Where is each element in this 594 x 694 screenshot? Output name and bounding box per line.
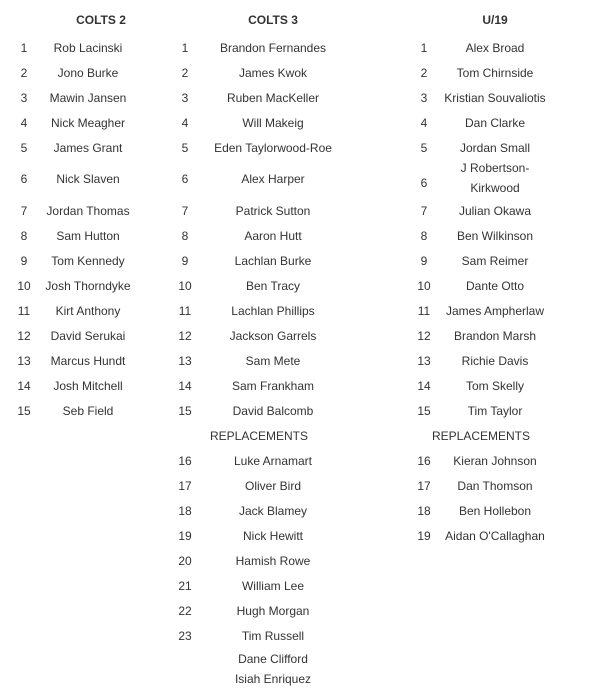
player-number: 18 — [417, 504, 431, 518]
player-name: Tim Taylor — [467, 404, 523, 418]
player-number: 4 — [420, 116, 428, 130]
player-number: 1 — [420, 41, 428, 55]
player-name: Sam Frankham — [231, 379, 315, 393]
player-number: 10 — [178, 279, 192, 293]
player-name: Dan Clarke — [464, 116, 526, 130]
player-number: 17 — [178, 479, 192, 493]
player-number: 13 — [17, 354, 31, 368]
player-number: 12 — [17, 329, 31, 343]
player-number: 17 — [417, 479, 431, 493]
player-name: Kirt Anthony — [55, 304, 121, 318]
player-name: Aidan O'Callaghan — [445, 529, 545, 543]
player-number: 6 — [20, 172, 28, 186]
player-number: 5 — [20, 141, 28, 155]
player-name: William Lee — [241, 579, 304, 593]
player-name: Ben Tracy — [245, 279, 301, 293]
player-name: J Robertson- Kirkwood — [460, 161, 530, 195]
player-name: Tom Chirnside — [456, 66, 534, 80]
player-name: Hamish Rowe — [235, 554, 311, 568]
player-name: Brandon Marsh — [453, 329, 537, 343]
player-number: 16 — [417, 454, 431, 468]
player-number: 11 — [417, 304, 431, 318]
player-name: Kieran Johnson — [453, 454, 537, 468]
player-name: Lachlan Phillips — [231, 304, 315, 318]
replacements-label: REPLACEMENTS — [209, 429, 309, 443]
player-name: Lachlan Burke — [234, 254, 312, 268]
player-number: 12 — [417, 329, 431, 343]
player-name: Alex Harper — [241, 172, 305, 186]
player-name: Dante Otto — [465, 279, 525, 293]
team-header: COLTS 3 — [248, 13, 298, 27]
player-number: 6 — [420, 176, 428, 190]
player-number: 6 — [181, 172, 189, 186]
player-name: James Ampherlaw — [445, 304, 545, 318]
player-name: David Serukai — [50, 329, 126, 343]
player-name: Eden Taylorwood-Roe — [214, 141, 332, 155]
player-number: 9 — [181, 254, 189, 268]
player-number: 9 — [20, 254, 28, 268]
player-number: 22 — [178, 604, 192, 618]
player-number: 5 — [420, 141, 428, 155]
player-name: Hugh Morgan — [236, 604, 310, 618]
player-number: 16 — [178, 454, 192, 468]
player-name: Dan Thomson — [457, 479, 533, 493]
player-number: 10 — [417, 279, 431, 293]
extra-player-name: Isiah Enriquez — [234, 672, 312, 686]
player-number: 13 — [417, 354, 431, 368]
player-name: Marcus Hundt — [50, 354, 126, 368]
player-name: Ben Wilkinson — [456, 229, 534, 243]
player-number: 14 — [178, 379, 192, 393]
player-number: 15 — [417, 404, 431, 418]
player-number: 21 — [178, 579, 192, 593]
player-name: Jono Burke — [57, 66, 119, 80]
player-number: 3 — [420, 91, 428, 105]
player-number: 7 — [420, 204, 428, 218]
player-name: Seb Field — [62, 404, 114, 418]
player-number: 9 — [420, 254, 428, 268]
player-name: Nick Slaven — [56, 172, 120, 186]
player-number: 1 — [181, 41, 189, 55]
team-header: COLTS 2 — [76, 13, 126, 27]
player-number: 11 — [17, 304, 31, 318]
player-number: 19 — [417, 529, 431, 543]
player-number: 5 — [181, 141, 189, 155]
player-number: 23 — [178, 629, 192, 643]
player-number: 4 — [181, 116, 189, 130]
player-name: Oliver Bird — [244, 479, 301, 493]
team-header: U/19 — [482, 13, 508, 27]
player-name: Ruben MacKeller — [226, 91, 320, 105]
player-name: Sam Reimer — [461, 254, 529, 268]
extra-player-name: Dane Clifford — [238, 652, 308, 666]
player-name: Nick Hewitt — [242, 529, 303, 543]
player-name: David Balcomb — [232, 404, 314, 418]
player-name: Nick Meagher — [50, 116, 126, 130]
player-number: 8 — [181, 229, 189, 243]
player-name: Josh Mitchell — [53, 379, 123, 393]
player-name: Josh Thorndyke — [45, 279, 131, 293]
player-name: Alex Broad — [465, 41, 525, 55]
player-name: Tim Russell — [241, 629, 305, 643]
player-number: 4 — [20, 116, 28, 130]
player-name: Kristian Souvaliotis — [444, 91, 546, 105]
player-number: 10 — [17, 279, 31, 293]
player-number: 2 — [20, 66, 28, 80]
player-number: 14 — [417, 379, 431, 393]
player-name: Jordan Small — [459, 141, 531, 155]
replacements-label: REPLACEMENTS — [431, 429, 531, 443]
player-name: Sam Mete — [245, 354, 301, 368]
player-number: 18 — [178, 504, 192, 518]
player-name: Aaron Hutt — [244, 229, 302, 243]
player-name: Patrick Sutton — [235, 204, 311, 218]
player-number: 3 — [181, 91, 189, 105]
player-number: 8 — [20, 229, 28, 243]
player-name: Jordan Thomas — [46, 204, 130, 218]
player-number: 19 — [178, 529, 192, 543]
player-number: 8 — [420, 229, 428, 243]
player-number: 13 — [178, 354, 192, 368]
player-name: Tom Kennedy — [51, 254, 125, 268]
player-name: James Grant — [53, 141, 123, 155]
player-number: 7 — [20, 204, 28, 218]
player-number: 15 — [17, 404, 31, 418]
player-name: Julian Okawa — [458, 204, 532, 218]
player-number: 2 — [181, 66, 189, 80]
player-number: 1 — [20, 41, 28, 55]
player-number: 12 — [178, 329, 192, 343]
player-name: Jackson Garrels — [229, 329, 317, 343]
player-name: Will Makeig — [242, 116, 304, 130]
player-number: 3 — [20, 91, 28, 105]
player-name: Rob Lacinski — [53, 41, 123, 55]
player-number: 11 — [178, 304, 192, 318]
player-number: 7 — [181, 204, 189, 218]
player-number: 14 — [17, 379, 31, 393]
player-name: Brandon Fernandes — [219, 41, 327, 55]
player-name: Tom Skelly — [465, 379, 524, 393]
player-number: 2 — [420, 66, 428, 80]
player-name: Richie Davis — [461, 354, 529, 368]
player-name: Jack Blamey — [238, 504, 308, 518]
player-number: 15 — [178, 404, 192, 418]
player-name: Ben Hollebon — [458, 504, 532, 518]
player-name: Mawin Jansen — [49, 91, 127, 105]
player-name: Luke Arnamart — [233, 454, 313, 468]
player-number: 20 — [178, 554, 192, 568]
player-name: Sam Hutton — [56, 229, 120, 243]
player-name: James Kwok — [238, 66, 308, 80]
